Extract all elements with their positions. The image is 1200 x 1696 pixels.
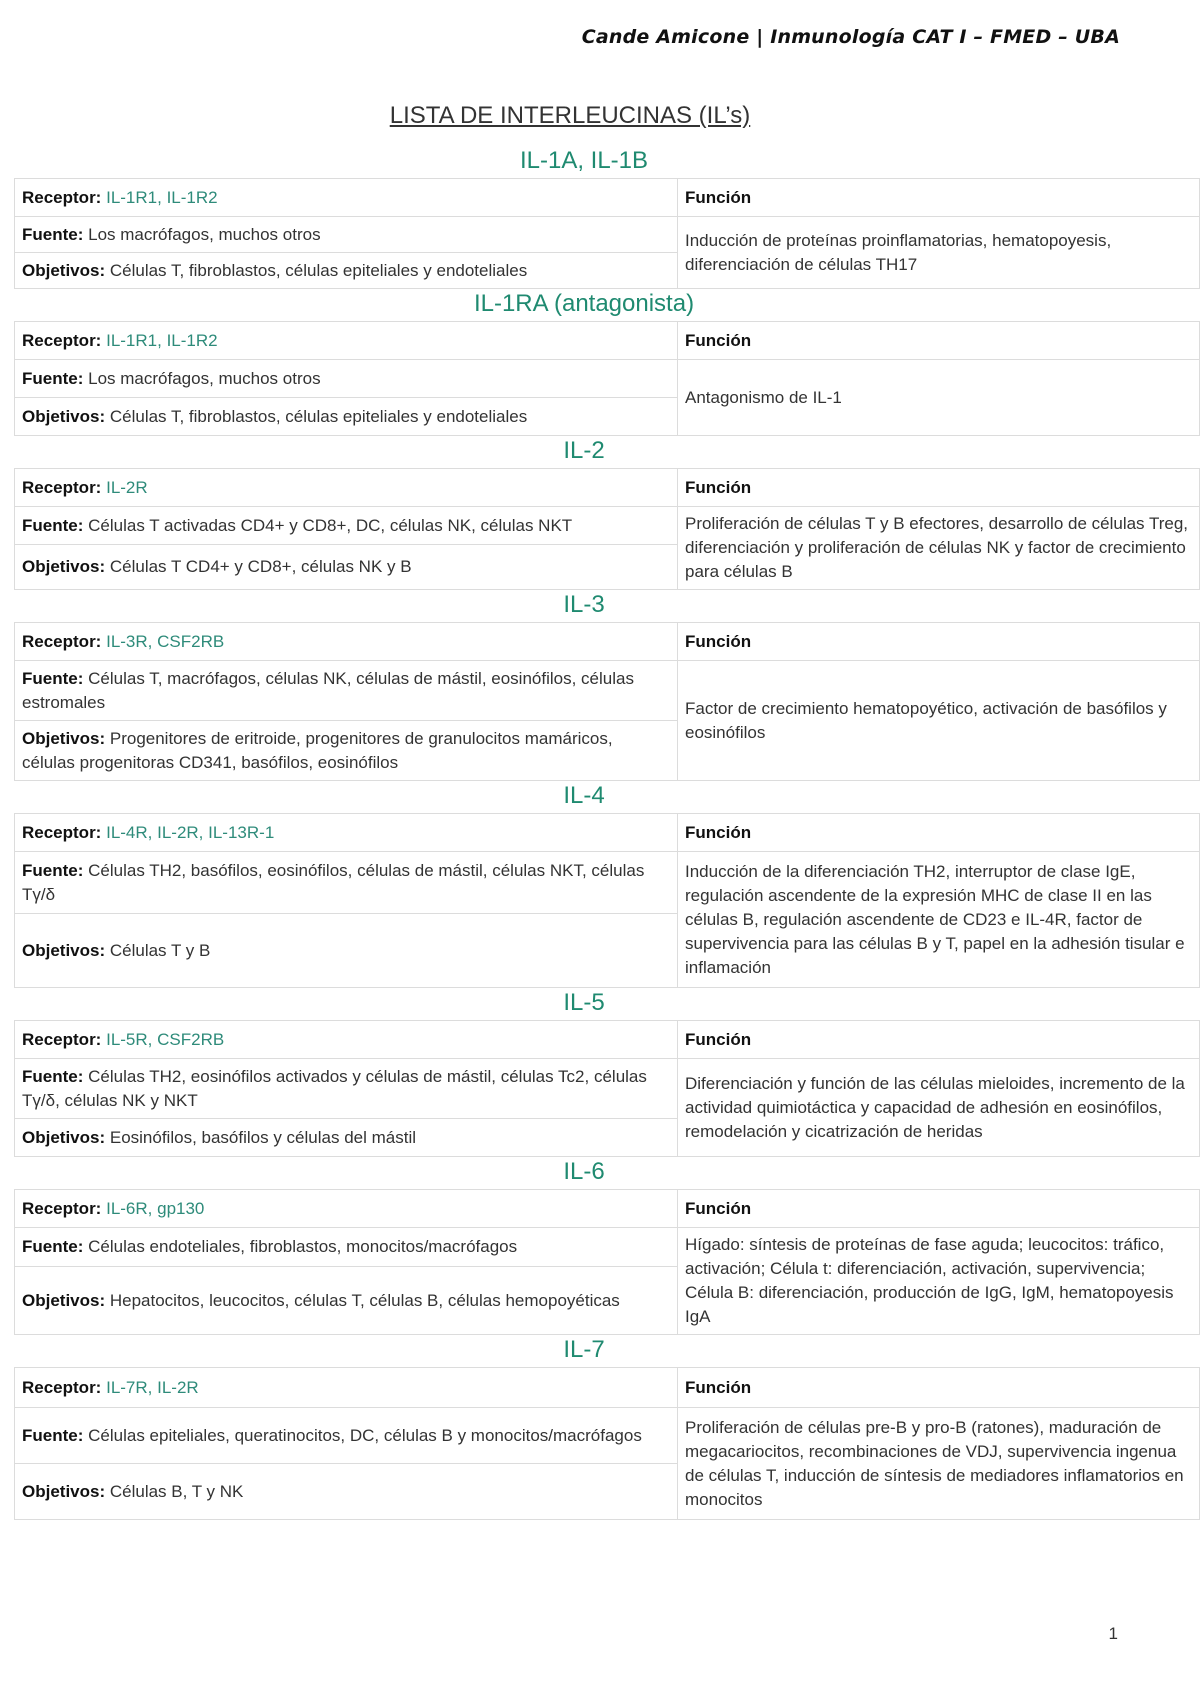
receptor-label: Receptor:	[22, 1377, 102, 1397]
source-cell	[15, 1059, 678, 1119]
section-title: IL-7	[563, 1336, 605, 1363]
receptor-value: IL-5R, CSF2RB	[106, 1029, 225, 1049]
function-cell	[678, 217, 1200, 289]
function-value: Proliferación de células T y B efectores, desarrollo de células Treg, diferenciación y proliferación de células NK y factor de crecimiento para células B	[685, 514, 1189, 581]
section-table	[14, 321, 1200, 436]
document-title: LISTA DE INTERLEUCINAS (IL’s)	[389, 102, 751, 129]
receptor-label: Receptor:	[22, 1029, 102, 1049]
targets-label: Objetivos:	[22, 260, 106, 280]
section-title: IL-1A, IL-1B	[519, 147, 649, 174]
function-header-cell	[678, 322, 1200, 360]
function-header-cell	[678, 469, 1200, 507]
function-label: Función	[685, 1198, 752, 1218]
function-value: Diferenciación y función de las células mieloides, incremento de la actividad quimiotáctica y capacidad de adhesión en eosinófilos, remodelación y cicatrización de heridas	[685, 1073, 1185, 1141]
targets-label: Objetivos:	[22, 728, 106, 748]
targets-value: Células B, T y NK	[109, 1481, 244, 1501]
targets-label: Objetivos:	[22, 557, 106, 577]
function-cell	[678, 661, 1200, 781]
receptor-cell	[15, 1368, 678, 1408]
source-cell	[15, 852, 678, 914]
targets-label: Objetivos:	[22, 940, 106, 960]
targets-value: Células T, fibroblastos, células epiteliales y endoteliales	[109, 260, 528, 280]
targets-value: Progenitores de eritroide, progenitores de granulocitos mamáricos, células progenitoras CD341, basófilos, eosinófilos	[22, 728, 613, 772]
function-label: Función	[685, 822, 752, 842]
section-table	[14, 1189, 1200, 1335]
targets-value: Células T, fibroblastos, células epiteliales y endoteliales	[109, 406, 528, 426]
function-value: Inducción de la diferenciación TH2, interruptor de clase IgE, regulación ascendente de la expresión MHC de clase II en las células B, regulación ascendente de CD23 e IL-4R, factor de supervivencia para las células B y T, papel en la adhesión tisular e inflamación	[685, 861, 1185, 977]
section-title: IL-6	[563, 1158, 605, 1185]
function-cell	[678, 852, 1200, 988]
function-header-cell	[678, 1368, 1200, 1408]
receptor-value: IL-1R1, IL-1R2	[106, 187, 218, 207]
source-value: Células T activadas CD4+ y CD8+, DC, células NK, células NKT	[88, 515, 573, 535]
targets-cell	[15, 545, 678, 590]
source-cell	[15, 217, 678, 253]
targets-cell	[15, 1267, 678, 1335]
targets-label: Objetivos:	[22, 1481, 106, 1501]
section-title: IL-1RA (antagonista)	[473, 290, 695, 317]
function-header-cell	[678, 623, 1200, 661]
receptor-label: Receptor:	[22, 631, 102, 651]
function-header-cell	[678, 179, 1200, 217]
source-label: Fuente:	[22, 860, 84, 880]
source-value: Células T, macrófagos, células NK, células de mástil, eosinófilos, células estromales	[22, 668, 634, 712]
function-value: Proliferación de células pre-B y pro-B (ratones), maduración de megacariocitos, recombinaciones de VDJ, supervivencia ingenua de células T, inducción de síntesis de mediadores inflamatorios en monocitos	[685, 1417, 1184, 1509]
function-cell	[678, 507, 1200, 590]
targets-value: Hepatocitos, leucocitos, células T, células B, células hemopoyéticas	[109, 1290, 620, 1310]
section-title: IL-4	[563, 782, 605, 809]
targets-cell	[15, 398, 678, 436]
function-header-cell	[678, 1021, 1200, 1059]
source-cell	[15, 1228, 678, 1267]
receptor-cell	[15, 469, 678, 507]
section-title: IL-2	[563, 437, 605, 464]
targets-cell	[15, 721, 678, 781]
receptor-label: Receptor:	[22, 822, 102, 842]
function-cell	[678, 1408, 1200, 1520]
interleukin-list	[14, 146, 1200, 1520]
receptor-value: IL-7R, IL-2R	[106, 1377, 199, 1397]
receptor-value: IL-2R	[106, 477, 148, 497]
section-title: IL-5	[563, 989, 605, 1016]
function-value: Inducción de proteínas proinflamatorias, hematopoyesis, diferenciación de células TH17	[685, 230, 1112, 274]
section-table	[14, 813, 1200, 988]
source-value: Células epiteliales, queratinocitos, DC, células B y monocitos/macrófagos	[88, 1425, 642, 1445]
function-label: Función	[685, 631, 752, 651]
source-value: Células endoteliales, fibroblastos, monocitos/macrófagos	[88, 1237, 518, 1257]
section-table	[14, 1020, 1200, 1157]
source-value: Células TH2, eosinófilos activados y células de mástil, células Tc2, células Tγ/δ, células NK y NKT	[22, 1066, 647, 1110]
source-cell	[15, 1408, 678, 1464]
section-title: IL-3	[563, 591, 605, 618]
page-header: Cande Amicone | Inmunología CAT I – FMED – UBA	[581, 26, 1120, 48]
function-header-cell	[678, 1190, 1200, 1228]
section-table	[14, 178, 1200, 289]
source-value: Células TH2, basófilos, eosinófilos, células de mástil, células NKT, células Tγ/δ	[22, 860, 645, 904]
receptor-value: IL-3R, CSF2RB	[106, 631, 225, 651]
section-table	[14, 622, 1200, 781]
receptor-value: IL-6R, gp130	[106, 1198, 205, 1218]
source-label: Fuente:	[22, 368, 84, 388]
source-value: Los macrófagos, muchos otros	[88, 368, 321, 388]
function-label: Función	[685, 330, 752, 350]
targets-cell	[15, 1119, 678, 1157]
source-label: Fuente:	[22, 668, 84, 688]
source-cell	[15, 507, 678, 545]
targets-cell	[15, 1464, 678, 1520]
function-label: Función	[685, 477, 752, 497]
function-cell	[678, 1059, 1200, 1157]
source-label: Fuente:	[22, 1237, 84, 1257]
targets-value: Eosinófilos, basófilos y células del mástil	[109, 1127, 417, 1147]
function-value: Factor de crecimiento hematopoyético, activación de basófilos y eosinófilos	[685, 698, 1167, 742]
function-label: Función	[685, 1029, 752, 1049]
receptor-label: Receptor:	[22, 187, 102, 207]
targets-label: Objetivos:	[22, 1127, 106, 1147]
function-cell	[678, 360, 1200, 436]
function-header-cell	[678, 814, 1200, 852]
section-table	[14, 468, 1200, 590]
page-number: 1	[1108, 1624, 1118, 1643]
receptor-cell	[15, 623, 678, 661]
source-label: Fuente:	[22, 224, 84, 244]
targets-cell	[15, 914, 678, 988]
targets-label: Objetivos:	[22, 406, 106, 426]
source-cell	[15, 360, 678, 398]
receptor-value: IL-1R1, IL-1R2	[106, 330, 218, 350]
receptor-cell	[15, 179, 678, 217]
receptor-value: IL-4R, IL-2R, IL-13R-1	[106, 822, 275, 842]
function-value: Antagonismo de IL-1	[685, 387, 842, 407]
source-value: Los macrófagos, muchos otros	[88, 224, 321, 244]
function-cell	[678, 1228, 1200, 1335]
section-table	[14, 1367, 1200, 1520]
function-value: Hígado: síntesis de proteínas de fase aguda; leucocitos: tráfico, activación; Célula t: diferenciación, activación, supervivencia; Célula B: diferenciación, producción de IgG, IgM, hematopoyesis IgA	[685, 1235, 1174, 1326]
source-label: Fuente:	[22, 1066, 84, 1086]
receptor-label: Receptor:	[22, 330, 102, 350]
receptor-label: Receptor:	[22, 477, 102, 497]
receptor-cell	[15, 1190, 678, 1228]
targets-label: Objetivos:	[22, 1290, 106, 1310]
function-label: Función	[685, 1377, 752, 1397]
function-label: Función	[685, 187, 752, 207]
targets-cell	[15, 253, 678, 289]
targets-value: Células T CD4+ y CD8+, células NK y B	[109, 557, 412, 577]
receptor-cell	[15, 1021, 678, 1059]
source-label: Fuente:	[22, 1425, 84, 1445]
source-cell	[15, 661, 678, 721]
source-label: Fuente:	[22, 515, 84, 535]
receptor-cell	[15, 814, 678, 852]
receptor-label: Receptor:	[22, 1198, 102, 1218]
targets-value: Células T y B	[109, 940, 211, 960]
receptor-cell	[15, 322, 678, 360]
